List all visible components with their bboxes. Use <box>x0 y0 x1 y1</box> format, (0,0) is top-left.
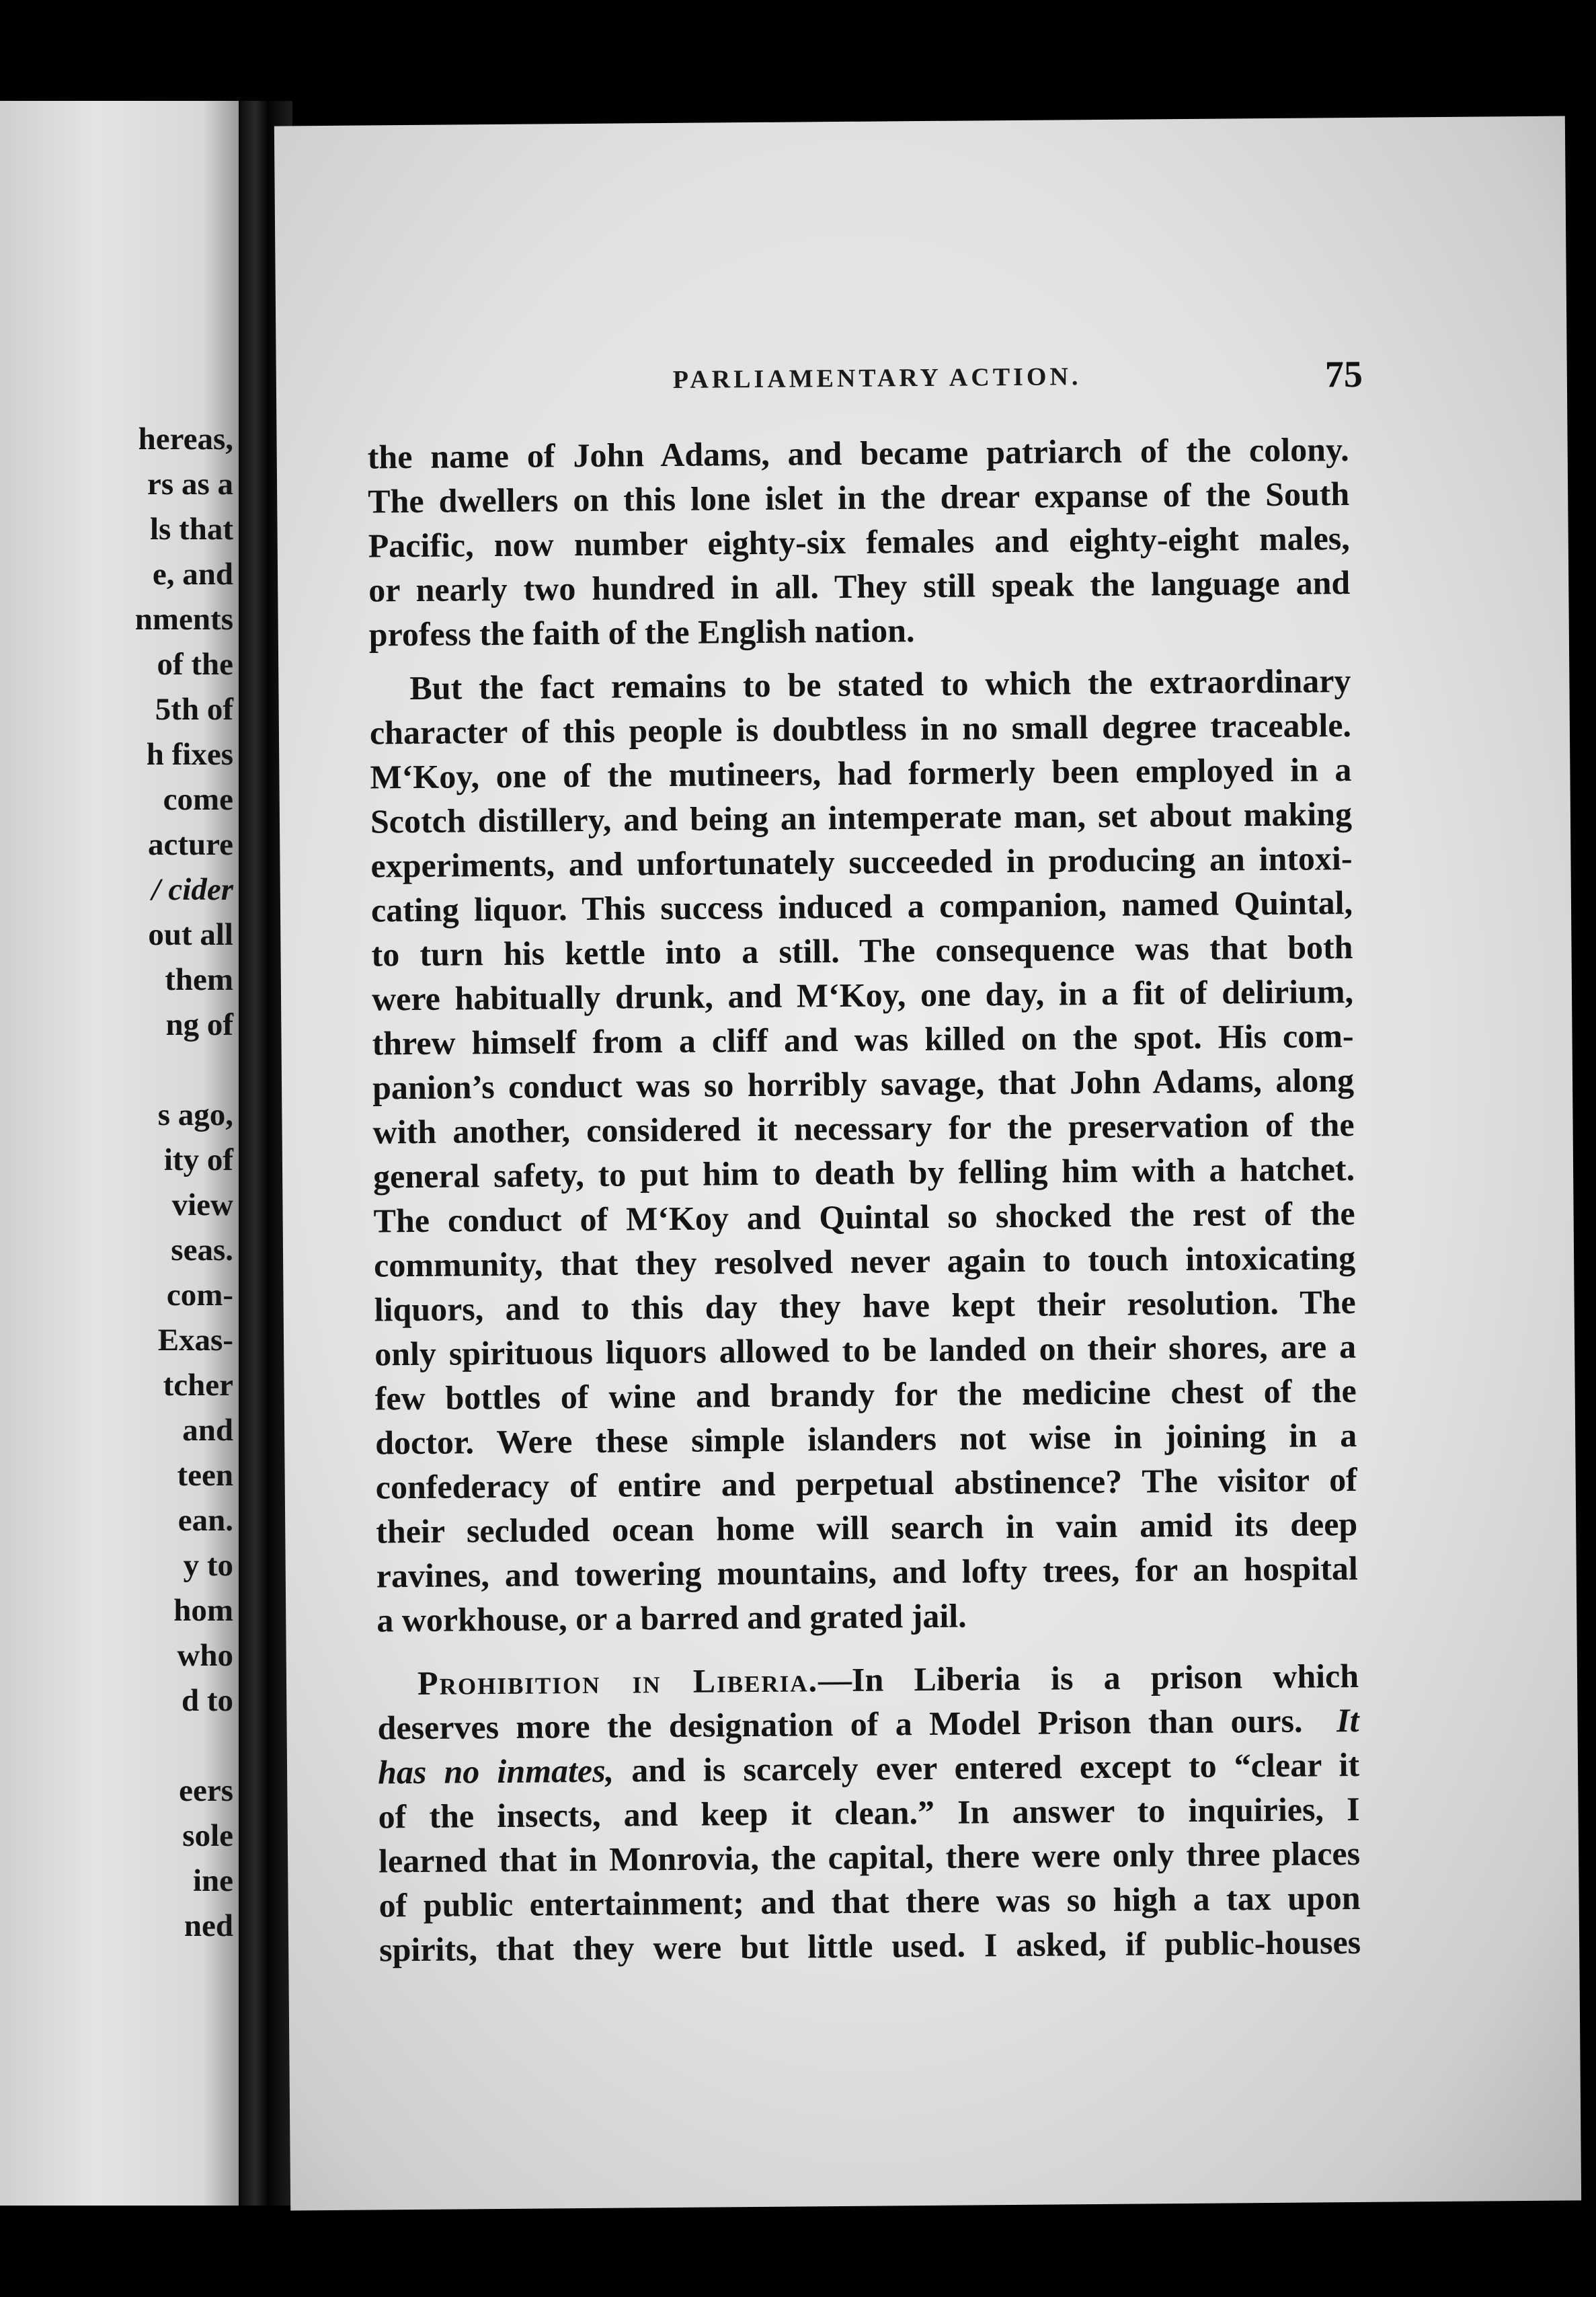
text-line: liquors, and to this day they have kept their resolution. The <box>374 1283 1356 1329</box>
emphasis-text: has no inmates, <box>377 1751 614 1791</box>
left-fragment: nments <box>134 602 233 637</box>
left-fragment: rs as a <box>147 467 233 502</box>
left-fragment: ng of <box>165 1007 233 1042</box>
text-line: or nearly two hundred in all. They still speak the language and <box>368 563 1351 609</box>
text-line: were habitually drunk, and M‘Koy, one day, in a fit of delirium, <box>371 972 1354 1018</box>
left-fragment: / cider <box>151 872 233 907</box>
left-fragment: seas. <box>171 1233 233 1268</box>
text-line: with another, considered it necessary for the preservation of the <box>372 1105 1355 1151</box>
left-fragment: tcher <box>163 1368 233 1403</box>
text-line: a workhouse, or a barred and grated jail. <box>376 1596 967 1639</box>
left-fragment: hom <box>173 1593 233 1628</box>
text-line: spirits, that they were but little used. I asked, if public-houses <box>378 1922 1361 1969</box>
text-line: general safety, to put him to death by felling him with a hatchet. <box>372 1150 1355 1196</box>
left-fragment: ean. <box>177 1503 233 1538</box>
left-fragment: hereas, <box>138 422 233 457</box>
left-fragment: e, and <box>152 557 233 592</box>
left-fragment: of the <box>157 647 233 682</box>
text-line: The dwellers on this lone islet in the drear expanse of the South <box>368 475 1350 520</box>
left-page <box>0 101 239 2206</box>
left-fragment: acture <box>147 827 233 862</box>
left-fragment: who <box>177 1638 233 1673</box>
text-line: doctor. Were these simple islanders not wise in joining in a <box>375 1416 1357 1462</box>
left-fragment <box>11 1048 233 1093</box>
left-fragment: teen <box>177 1458 233 1493</box>
text-line <box>377 1698 1359 1750</box>
text-span: and is scarcely ever entered except to “clear it <box>631 1745 1360 1789</box>
text-line: Pacific, now number eighty-six females and eighty-eight males, <box>368 519 1350 565</box>
text-line: cating liquor. This success induced a companion, named Quintal, <box>370 884 1353 929</box>
left-fragment: com- <box>166 1278 233 1313</box>
right-page <box>274 116 1581 2211</box>
left-fragment: out all <box>148 917 233 952</box>
left-fragment: come <box>163 782 233 817</box>
left-fragment: s ago, <box>157 1097 233 1132</box>
left-fragment: d to <box>181 1683 233 1718</box>
text-line: panion’s conduct was so horribly savage, that John Adams, along <box>372 1061 1355 1107</box>
running-head: PARLIAMENTARY ACTION. <box>672 362 1082 394</box>
text-line: The conduct of M‘Koy and Quintal so shocked the rest of the <box>373 1194 1355 1240</box>
text-line <box>378 1742 1359 1794</box>
text-line: But the fact remains to be stated to which the extraordinary <box>409 662 1351 707</box>
text-line: their secluded ocean home will search in vain amid its deep <box>376 1504 1358 1551</box>
left-fragment: and <box>182 1413 233 1448</box>
left-page-text <box>11 417 233 1949</box>
section-heading: Prohibition in Liberia. <box>417 1661 819 1702</box>
text-span: deserves more the designation of a Model Prison than ours. <box>377 1701 1303 1747</box>
left-fragment: ity of <box>163 1142 233 1177</box>
text-line <box>377 1653 1359 1705</box>
left-fragment: Exas- <box>157 1323 233 1358</box>
left-fragment: 5th of <box>155 692 233 727</box>
left-fragment: ine <box>192 1863 233 1898</box>
text-line: experiments, and unfortunately succeeded in producing an intoxi- <box>370 839 1353 885</box>
left-fragment: sole <box>182 1818 233 1853</box>
text-line: the name of John Adams, and became patriarch of the colony. <box>367 430 1349 476</box>
left-fragment: y to <box>183 1548 233 1583</box>
text-line: threw himself from a cliff and was killed on the spot. His com- <box>372 1017 1354 1062</box>
text-line: profess the faith of the English nation. <box>368 611 915 654</box>
text-line: ravines, and towering mountains, and lofty trees, for an hospital <box>376 1549 1358 1595</box>
text-line: M‘Koy, one of the mutineers, had formerly been employed in a <box>370 750 1352 796</box>
text-line: of public entertainment; and that there was so high a tax upon <box>378 1878 1361 1924</box>
text-line: character of this people is doubtless in no small degree traceable. <box>369 706 1352 752</box>
body-text <box>367 427 1361 1972</box>
text-line: confederacy of entire and perpetual abstinence? The visitor of <box>375 1460 1357 1506</box>
left-fragment: ls that <box>149 512 233 547</box>
emphasis-text: It <box>1336 1701 1359 1740</box>
left-fragment: h fixes <box>146 737 233 772</box>
text-line: learned that in Monrovia, the capital, there were only three places <box>378 1834 1361 1880</box>
left-fragment: ned <box>184 1908 233 1943</box>
text-line: community, that they resolved never again to touch intoxicating <box>373 1239 1356 1284</box>
page-number: 75 <box>1324 353 1363 396</box>
text-span: —In Liberia is a prison which <box>817 1656 1359 1699</box>
text-line: to turn his kettle into a still. The consequence was that both <box>371 928 1353 974</box>
text-line: Scotch distillery, and being an intemperate man, set about making <box>370 795 1353 841</box>
left-fragment: view <box>171 1188 233 1222</box>
left-fragment: them <box>165 962 233 997</box>
text-line: few bottles of wine and brandy for the medicine chest of the <box>374 1372 1357 1417</box>
left-fragment: eers <box>179 1773 233 1808</box>
left-fragment <box>11 1723 233 1768</box>
text-line: of the insects, and keep it clean.” In answer to inquiries, I <box>378 1789 1360 1836</box>
text-line: only spirituous liquors allowed to be landed on their shores, are a <box>374 1327 1357 1373</box>
